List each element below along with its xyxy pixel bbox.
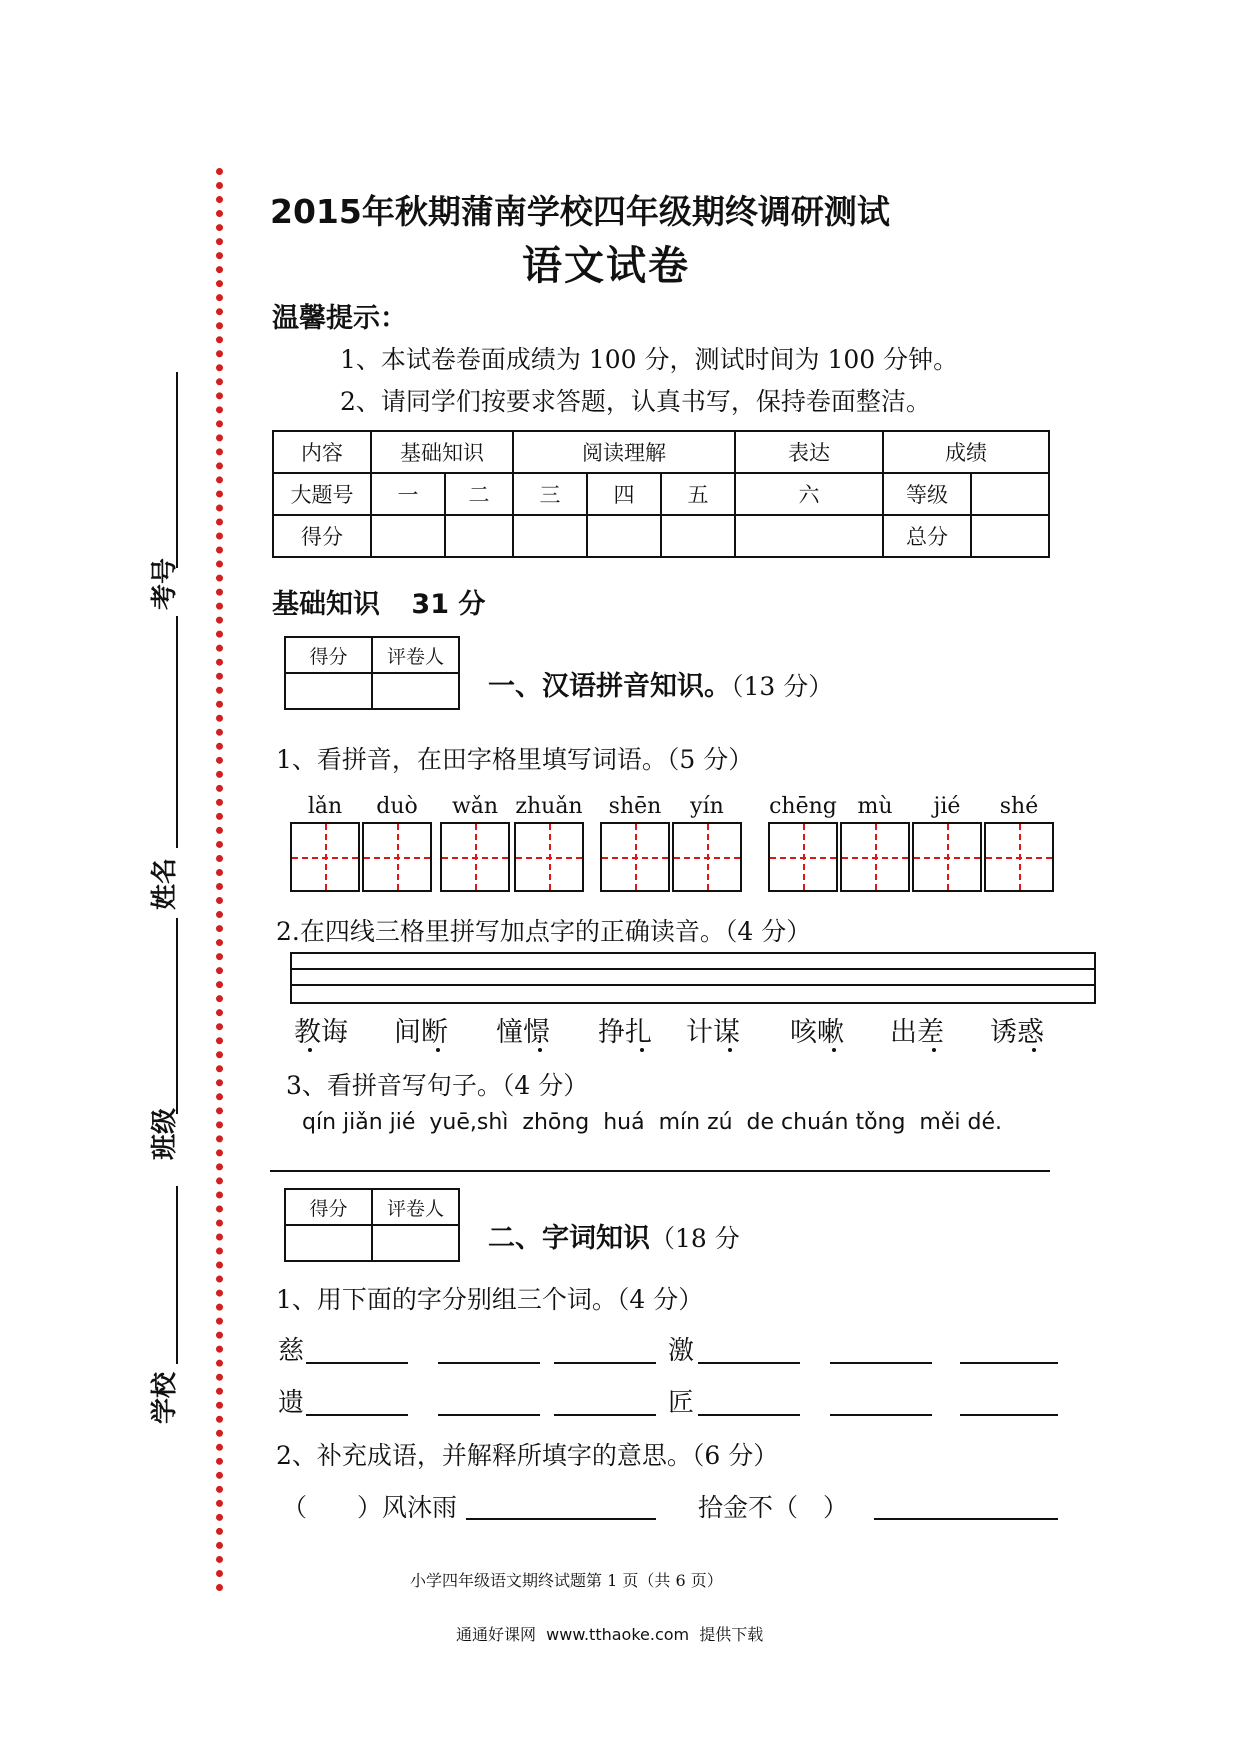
answer-blank[interactable] xyxy=(830,1414,932,1416)
emphasis-dot xyxy=(640,1048,644,1052)
label-class: 班级 xyxy=(150,1107,180,1160)
pinyin-label: lǎn xyxy=(307,794,343,819)
grading-box-2 xyxy=(284,1188,460,1262)
section-score: 31 分 xyxy=(411,589,486,620)
tianzige-cell[interactable] xyxy=(290,822,360,892)
answer-blank[interactable] xyxy=(698,1362,800,1364)
score-cell: 二 xyxy=(445,473,513,515)
tianzige-cell[interactable] xyxy=(840,822,910,892)
pinyin-label: yín xyxy=(690,794,724,819)
part1-score: （13 分） xyxy=(731,672,834,701)
dotted-word: 咳嗽 xyxy=(790,1017,844,1048)
dotted-word: 间断 xyxy=(394,1017,448,1048)
answer-blank[interactable] xyxy=(960,1362,1058,1364)
pinyin-label: jié xyxy=(933,794,961,819)
q1-text: 1、看拼音，在田字格里填写词语。（5 分） xyxy=(276,745,754,774)
score-input-cell[interactable] xyxy=(371,515,445,557)
answer-blank[interactable] xyxy=(554,1362,656,1364)
score-cell[interactable] xyxy=(971,473,1049,515)
score-input-cell[interactable] xyxy=(445,515,513,557)
label-name: 姓名 xyxy=(150,857,180,910)
grader-cell[interactable] xyxy=(372,1225,459,1261)
tianzige-cell[interactable] xyxy=(672,822,742,892)
score-input-cell[interactable] xyxy=(513,515,587,557)
part2-name: 二、字词知识 xyxy=(488,1223,650,1254)
grading-score-cell[interactable] xyxy=(285,673,372,709)
page-footer: 小学四年级语文期终试题第 1 页（共 6 页） xyxy=(410,1571,723,1590)
grading-box-1 xyxy=(284,636,460,710)
answer-blank[interactable] xyxy=(438,1362,540,1364)
answer-blank[interactable] xyxy=(306,1414,408,1416)
idiom-1-answer[interactable] xyxy=(466,1518,656,1520)
dotted-word: 计谋 xyxy=(686,1017,740,1048)
emphasis-dot xyxy=(538,1048,542,1052)
score-cell: 内容 xyxy=(273,431,371,473)
dotted-word: 出差 xyxy=(890,1017,944,1048)
blank-exam-number xyxy=(176,372,178,568)
blank-class xyxy=(176,1186,178,1364)
part2-score: （18 分 xyxy=(650,1224,740,1253)
answer-blank[interactable] xyxy=(698,1414,800,1416)
score-cell: 总分 xyxy=(883,515,971,557)
pinyin-label: wǎn xyxy=(451,794,499,819)
tip-1: 1、本试卷卷面成绩为 100 分，测试时间为 100 分钟。 xyxy=(340,345,959,374)
score-table xyxy=(272,430,1050,558)
tip-2: 2、请同学们按要求答题，认真书写，保持卷面整洁。 xyxy=(340,387,931,416)
q3-answer-line[interactable] xyxy=(270,1170,1050,1172)
score-input-cell[interactable] xyxy=(587,515,661,557)
score-cell: 三 xyxy=(513,473,587,515)
answer-blank[interactable] xyxy=(960,1414,1058,1416)
q2-text: 2.在四线三格里拼写加点字的正确读音。（4 分） xyxy=(276,917,812,946)
section-name: 基础知识 xyxy=(272,589,380,620)
exam-subtitle: 语文试卷 xyxy=(522,243,690,289)
tianzige-cell[interactable] xyxy=(912,822,982,892)
pinyin-label: shēn xyxy=(608,794,662,819)
score-cell: 得分 xyxy=(273,515,371,557)
grader-label: 评卷人 xyxy=(372,1189,459,1225)
q3-pinyin: qín jiǎn jié yuē,shì zhōng huá mín zú de chuán tǒng měi dé. xyxy=(302,1110,1002,1135)
tianzige-cell[interactable] xyxy=(984,822,1054,892)
grading-score-cell[interactable] xyxy=(285,1225,372,1261)
dotted-word: 诱惑 xyxy=(990,1017,1044,1048)
idiom-2-answer[interactable] xyxy=(874,1518,1058,1520)
score-cell: 等级 xyxy=(883,473,971,515)
score-cell: 表达 xyxy=(735,431,883,473)
score-input-cell[interactable] xyxy=(735,515,883,557)
emphasis-dot xyxy=(308,1048,312,1052)
emphasis-dot xyxy=(728,1048,732,1052)
grading-label: 得分 xyxy=(285,1189,372,1225)
p2q1-text: 1、用下面的字分别组三个词。（4 分） xyxy=(276,1285,704,1314)
emphasis-dot xyxy=(1032,1048,1036,1052)
dotted-word: 憧憬 xyxy=(496,1017,550,1048)
tianzige-cell[interactable] xyxy=(600,822,670,892)
score-cell: 阅读理解 xyxy=(513,431,735,473)
pinyin-label: zhuǎn xyxy=(515,794,583,819)
pinyin-label: chēng xyxy=(769,794,837,819)
char-yi: 遗 xyxy=(278,1388,305,1418)
grading-label: 得分 xyxy=(285,637,372,673)
exam-title: 2015年秋期蒲南学校四年级期终调研测试 xyxy=(270,192,890,231)
four-line-grid[interactable] xyxy=(290,952,1096,1004)
tianzige-cell[interactable] xyxy=(768,822,838,892)
q3-text: 3、看拼音写句子。（4 分） xyxy=(286,1071,589,1100)
dotted-word: 挣扎 xyxy=(598,1017,652,1048)
answer-blank[interactable] xyxy=(438,1414,540,1416)
score-cell: 六 xyxy=(735,473,883,515)
idiom-1: （ ）风沐雨 xyxy=(282,1493,458,1522)
grader-cell[interactable] xyxy=(372,673,459,709)
emphasis-dot xyxy=(932,1048,936,1052)
char-ji: 激 xyxy=(668,1336,695,1366)
answer-blank[interactable] xyxy=(830,1362,932,1364)
blank-name xyxy=(176,918,178,1114)
tianzige-cell[interactable] xyxy=(440,822,510,892)
total-score-cell[interactable] xyxy=(971,515,1049,557)
part1-title xyxy=(488,664,833,703)
score-cell: 四 xyxy=(587,473,661,515)
score-input-cell[interactable] xyxy=(661,515,735,557)
tianzige-cell[interactable] xyxy=(514,822,584,892)
grader-label: 评卷人 xyxy=(372,637,459,673)
binding-dotted-line xyxy=(216,168,223,1592)
emphasis-dot xyxy=(832,1048,836,1052)
score-cell: 成绩 xyxy=(883,431,1049,473)
source-footer: 通通好课网 www.tthaoke.com 提供下载 xyxy=(456,1625,764,1644)
score-cell: 基础知识 xyxy=(371,431,513,473)
part1-name: 一、汉语拼音知识。 xyxy=(488,671,731,702)
pinyin-label: shé xyxy=(999,794,1039,819)
char-ci: 慈 xyxy=(278,1336,305,1366)
label-school: 学校 xyxy=(150,1371,180,1424)
score-cell: 五 xyxy=(661,473,735,515)
blank-exam-number-lower xyxy=(176,616,178,848)
pinyin-label: duò xyxy=(376,794,418,819)
section-title xyxy=(272,582,485,621)
tips-heading: 温馨提示： xyxy=(272,303,407,334)
p2q2-text: 2、补充成语，并解释所填字的意思。（6 分） xyxy=(276,1441,779,1470)
score-cell: 大题号 xyxy=(273,473,371,515)
tianzige-cell[interactable] xyxy=(362,822,432,892)
idiom-2: 拾金不（ ） xyxy=(698,1493,849,1522)
score-cell: 一 xyxy=(371,473,445,515)
char-jiang: 匠 xyxy=(668,1388,695,1418)
part2-title xyxy=(488,1216,740,1255)
dotted-word: 教诲 xyxy=(294,1017,348,1048)
answer-blank[interactable] xyxy=(306,1362,408,1364)
label-exam-number: 考号 xyxy=(150,557,180,610)
answer-blank[interactable] xyxy=(554,1414,656,1416)
emphasis-dot xyxy=(436,1048,440,1052)
pinyin-label: mù xyxy=(857,794,893,819)
